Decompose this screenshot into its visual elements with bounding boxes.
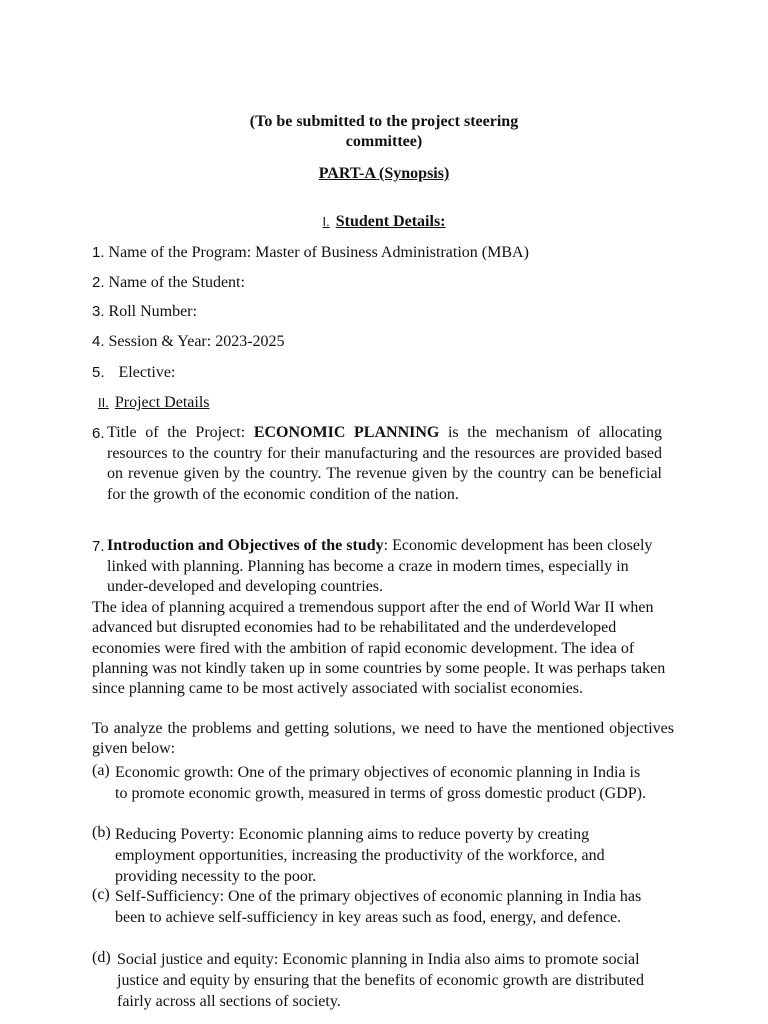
objective-d-marker: (d) [92,949,111,966]
item-text: Name of the Student: [108,274,245,291]
section-2-heading [98,394,209,412]
item-text: Name of the Program: Master of Business Administration (MBA) [108,244,529,261]
objective-a-text: Economic growth: One of the primary objectives of economic planning in India is to promote economic growth, measured in terms of gross domestic product (GDP). [115,764,646,802]
project-title-value: ECONOMIC PLANNING [253,424,440,441]
student-detail-5 [92,364,175,382]
objective-b-text: Reducing Poverty: Economic planning aims to reduce poverty by creating employment opportunities, increasing the productivity of the workforce, and providing necessity to the poor. [115,826,605,885]
item-number: 4. [92,333,105,350]
item-text: Roll Number: [108,303,197,320]
submission-note-line1: (To be submitted to the project steering [249,113,519,130]
student-detail-2 [92,274,245,292]
objective-c-text: Self-Sufficiency: One of the primary objectives of economic planning in India has been to achieve self-sufficiency in key areas such as food, energy, and defence. [115,888,642,926]
section-2-title: Project Details [114,394,210,411]
student-detail-1 [92,244,529,262]
item-number: 5. [92,364,105,381]
student-detail-4 [92,333,285,351]
item-7-number: 7. [92,538,105,555]
objective-c-marker: (c) [92,886,110,903]
item-number: 1. [92,244,105,261]
item-text: Elective: [118,364,176,381]
objective-b-marker: (b) [92,824,111,841]
planning-history-paragraph: The idea of planning acquired a tremendous support after the end of World War II when advanced but disrupted economies had to be rehabilitated and the underdeveloped economies were fired with the ambition of rapid economic development. The idea of planning was not kindly taken up in some countries by some people. It was perhaps taken since planning came to be most actively associated with socialist economies. [92,599,666,698]
project-title-label: Title of the Project: [107,424,254,441]
item-number: 2. [92,274,105,291]
section-1-heading [0,213,768,231]
objectives-intro-paragraph: To analyze the problems and getting solutions, we need to have the mentioned objectives given below: [92,720,674,758]
introduction-paragraph [107,536,665,598]
section-2-roman: II. [98,395,109,410]
item-number: 3. [92,303,105,320]
item-6-number: 6. [92,425,105,442]
objective-a-marker: (a) [92,762,110,779]
section-1-title: Student Details: [335,213,446,230]
introduction-heading: Introduction and Objectives of the study [107,537,384,554]
part-a-heading: PART-A (Synopsis) [318,165,450,182]
project-title-paragraph [107,423,662,505]
submission-note-line2: committee) [345,133,423,150]
student-detail-3 [92,303,197,321]
introduction-text: : Economic development has been closely linked with planning. Planning has become a craze in modern times, especially in under-developed and developing countries. [107,537,653,595]
section-1-roman: I. [322,214,330,229]
project-title-description: is the mechanism of allocating resources to the country for their manufacturing and the resources are provided based on revenue given by the country. The revenue given by the country can be beneficial for the growth of the economic condition of the nation. [107,424,663,503]
item-text: Session & Year: 2023-2025 [108,333,285,350]
objective-d-text: Social justice and equity: Economic planning in India also aims to promote social justice and equity by ensuring that the benefits of economic growth are distributed fairly across all sections of society. [117,951,644,1010]
